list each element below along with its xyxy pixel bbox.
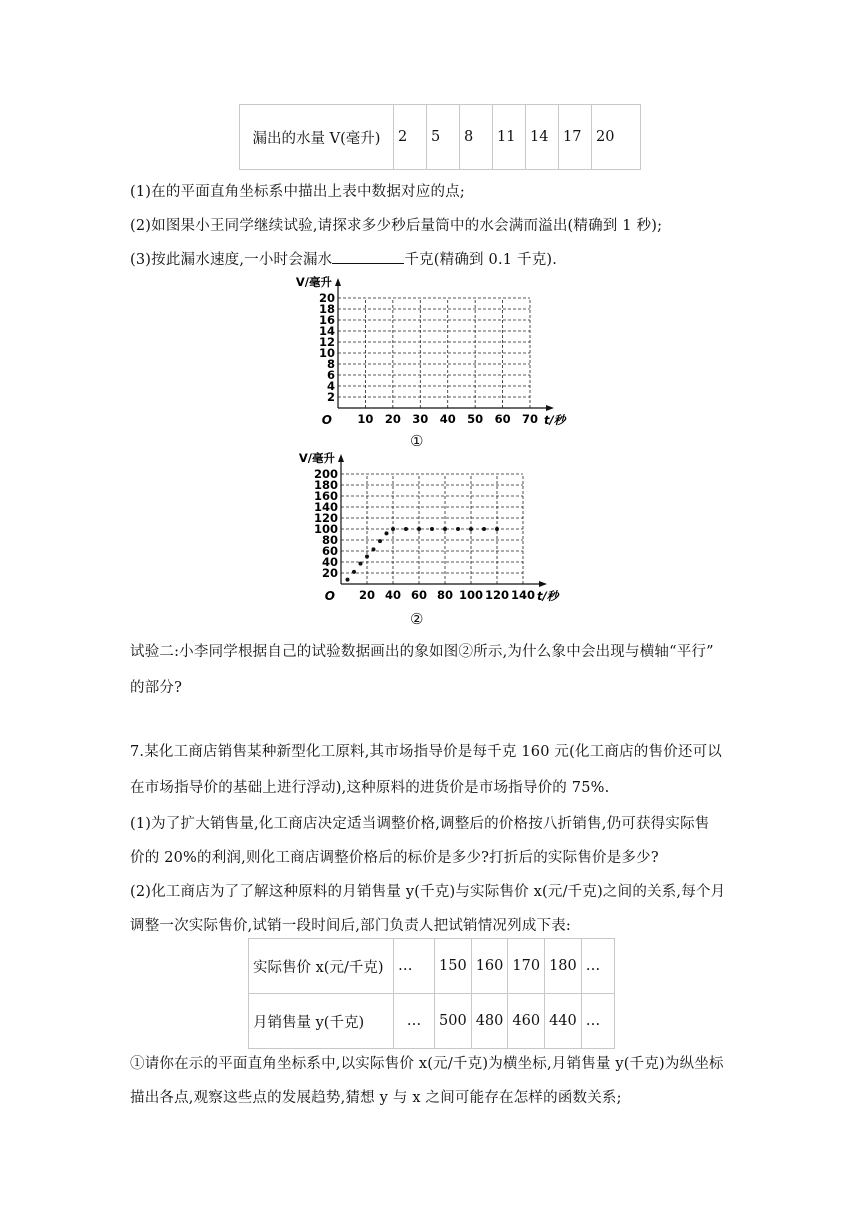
question-3-text: (3)按此漏水速度,一小时会漏水 [130,252,333,268]
problem-7-q1-line-1: (1)为了扩大销售量,化工商店决定适当调整价格,调整后的价格按八折销售,仍可获得实际售 [130,816,710,832]
problem-7-q1-line-2: 价的 20%的利润,则化工商店调整价格后的标价是多少?打折后的实际售价是多少? [130,850,659,866]
data-point [391,527,395,531]
y-tick-label: 10 [318,346,335,360]
table-cell: 150 [435,939,472,994]
x-tick-label: 20 [384,412,401,426]
y-tick-label: 140 [313,500,338,514]
table-cell: 480 [471,994,508,1049]
y-tick-label: 2 [326,390,335,404]
question-2: (2)如图果小王同学继续试验,请探求多少秒后量筒中的水会满而溢出(精确到 1 秒); [130,218,663,234]
data-point [365,555,369,559]
y-tick-label: 180 [313,478,338,492]
x-axis-label: t/秒 [537,589,559,603]
y-tick-label: 200 [313,467,338,481]
data-point [385,531,389,535]
table-cell: 460 [508,994,545,1049]
y-tick-label: 40 [321,555,338,569]
y-tick-label: 160 [313,489,338,503]
x-tick-label: 140 [510,588,536,602]
table-cell: 2 [394,105,427,170]
problem-7-q2-line-1: (2)化工商店为了了解这种原料的月销售量 y(千克)与实际售价 x(元/千克)之间的关系,每个月 [130,884,726,900]
question-1: (1)在的平面直角坐标系中描出上表中数据对应的点; [130,184,465,200]
answer-blank [332,251,404,264]
table-cell: 170 [508,939,545,994]
x-tick-label: 30 [412,412,429,426]
x-tick-label: 70 [521,412,539,426]
y-tick-label: 14 [318,324,335,338]
water-table [239,104,641,170]
x-tick-label: 40 [384,588,402,602]
x-axis-arrow-icon [546,405,554,411]
problem-7-q3-line-1: ①请你在示的平面直角坐标系中,以实际售价 x(元/千克)为横坐标,月销售量 y(千克)为纵坐标 [130,1056,724,1072]
y-tick-label: 120 [313,511,338,525]
data-point [443,527,447,531]
experiment-2-line-2: 的部分? [130,680,183,696]
table-cell: 160 [471,939,508,994]
data-point [482,527,486,531]
data-point [495,527,499,531]
y-axis-label: V/毫升 [295,275,332,289]
x-tick-label: 120 [484,588,510,602]
x-tick-label: 50 [467,412,484,426]
y-tick-label: 60 [321,544,338,558]
table-cell: 14 [526,105,559,170]
y-tick-label: 20 [318,291,335,305]
table-cell: 180 [545,939,582,994]
data-point [378,539,382,543]
y-tick-label: 18 [318,302,335,316]
x-tick-label: 100 [458,588,484,602]
data-point [404,527,408,531]
y-axis-arrow-icon [335,278,341,286]
y-tick-label: 20 [321,566,338,580]
y-tick-label: 100 [313,522,338,536]
table-cell: 5 [427,105,460,170]
origin-label: O [324,589,335,603]
chart-1-caption: ① [410,432,424,450]
problem-7-q3-line-2: 描出各点,观察这些点的发展趋势,猜想 y 与 x 之间可能存在怎样的函数关系; [130,1090,622,1106]
y-tick-label: 16 [318,313,335,327]
data-point [352,570,356,574]
sales-table [248,938,615,1049]
data-point [417,527,421,531]
y-tick-label: 8 [326,357,335,371]
chart-2-caption: ② [410,610,424,628]
table-cell: … [581,939,614,994]
table-cell: 17 [559,105,592,170]
y-axis-label: V/毫升 [298,451,335,465]
x-axis-label: t/秒 [544,413,566,427]
table-cell: … [581,994,614,1049]
data-point [430,527,434,531]
problem-7-q2-line-2: 调整一次实际售价,试销一段时间后,部门负责人把试销情况列成下表: [130,918,572,934]
experiment-2-line-1: 试验二:小李同学根据自己的试验数据画出的象如图②所示,为什么象中会出现与横轴“平行” [130,644,714,660]
data-point [359,562,363,566]
table-cell: 500 [435,994,472,1049]
x-tick-label: 80 [436,588,454,602]
chart-2 [290,450,580,610]
table-cell: 8 [460,105,493,170]
table-cell: … [394,994,435,1049]
problem-7-line-2: 在市场指导价的基础上进行浮动),这种原料的进货价是市场指导价的 75%. [130,780,610,796]
table-cell: 11 [493,105,526,170]
data-point [456,527,460,531]
table-row-label: 漏出的水量 V(毫升) [240,105,394,170]
data-point [346,578,350,582]
table-row-label: 月销售量 y(千克) [249,994,394,1049]
table-cell: 440 [545,994,582,1049]
table-cell: … [394,939,435,994]
problem-7-line-1: 7.某化工商店销售某种新型化工原料,其市场指导价是每千克 160 元(化工商店的售价还可以 [130,744,722,760]
data-point [469,527,473,531]
x-tick-label: 60 [494,412,511,426]
x-tick-label: 40 [439,412,456,426]
x-tick-label: 20 [358,588,376,602]
y-axis-arrow-icon [338,454,344,462]
table-row-label: 实际售价 x(元/千克) [249,939,394,994]
question-3 [130,248,557,269]
chart-1 [290,274,580,432]
y-tick-label: 80 [321,533,338,547]
table-cell: 20 [592,105,641,170]
y-tick-label: 12 [318,335,335,349]
y-tick-label: 4 [326,379,335,393]
origin-label: O [321,413,332,427]
x-tick-label: 10 [357,412,374,426]
y-tick-label: 6 [326,368,335,382]
data-point [372,547,376,551]
question-3-text-end: 千克(精确到 0.1 千克). [404,252,558,268]
x-axis-arrow-icon [539,581,547,587]
x-tick-label: 60 [410,588,428,602]
